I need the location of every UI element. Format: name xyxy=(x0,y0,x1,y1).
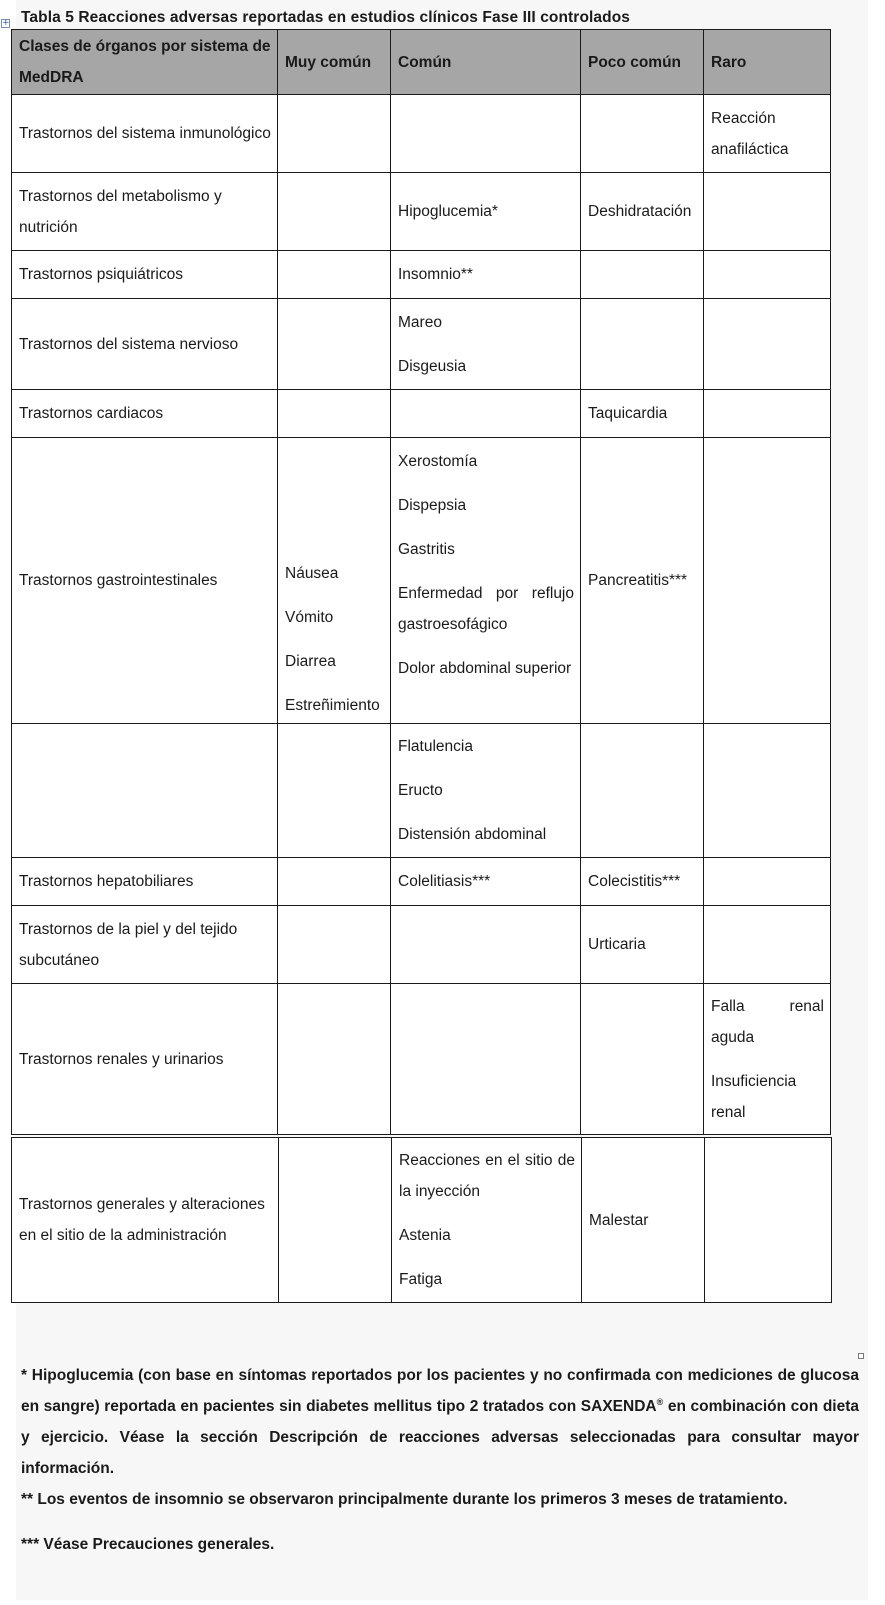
very-common-item: Estreñimiento xyxy=(285,697,380,714)
common-cell xyxy=(391,906,581,984)
table-row xyxy=(12,1138,832,1303)
rare-cell xyxy=(704,173,831,251)
uncommon-cell xyxy=(581,251,704,299)
organ-class-cell: Trastornos hepatobiliares xyxy=(12,858,278,906)
table-caption: Tabla 5 Reacciones adversas reportadas en estudios clínicos Fase III controlados xyxy=(21,9,630,26)
very-common-cell xyxy=(278,858,391,906)
common-cell xyxy=(391,299,581,390)
table-row xyxy=(12,173,831,251)
common-cell xyxy=(391,390,581,438)
common-cell xyxy=(392,1138,582,1303)
rare-cell xyxy=(704,858,831,906)
common-item: Fatiga xyxy=(399,1271,443,1288)
table-row xyxy=(12,858,831,906)
header-rare: Raro xyxy=(704,30,831,95)
rare-item: Insuficiencia renal xyxy=(711,1072,797,1121)
very-common-cell xyxy=(278,95,391,173)
uncommon-cell: Malestar xyxy=(582,1138,705,1303)
rare-cell: Reacción anafiláctica xyxy=(704,95,831,173)
organ-class-cell: Trastornos del metabolismo y nutrición xyxy=(12,173,278,251)
rare-item: Falla renal aguda xyxy=(711,997,824,1046)
common-item: Xerostomía xyxy=(398,453,478,470)
very-common-item: Vómito xyxy=(285,609,334,626)
table-row xyxy=(12,438,831,724)
uncommon-cell xyxy=(581,724,704,858)
header-organ-class: Clases de órganos por sistema de MedDRA xyxy=(12,30,278,95)
table-row xyxy=(12,251,831,299)
common-cell xyxy=(391,724,581,858)
organ-class-cell: Trastornos de la piel y del tejido subcutáneo xyxy=(12,906,278,984)
common-cell: Hipoglucemia* xyxy=(391,173,581,251)
adverse-reactions-table xyxy=(11,29,831,1135)
common-item: Dispepsia xyxy=(398,497,467,514)
uncommon-cell: Pancreatitis*** xyxy=(581,438,704,724)
common-cell: Colelitiasis*** xyxy=(391,858,581,906)
rare-cell xyxy=(704,724,831,858)
very-common-item: Náusea xyxy=(285,565,339,582)
organ-class-cell: Trastornos cardiacos xyxy=(12,390,278,438)
organ-class-cell: Trastornos del sistema nervioso xyxy=(12,299,278,390)
rare-cell xyxy=(704,390,831,438)
very-common-cell xyxy=(278,251,391,299)
common-item: Reacciones en el sitio de la inyección xyxy=(399,1152,575,1200)
common-item: Enfermedad por reflujo gastroesofágico xyxy=(398,585,574,633)
organ-class-cell: Trastornos psiquiátricos xyxy=(12,251,278,299)
footnote-hypoglycemia: * Hipoglucemia (con base en síntomas reportados por los pacientes y no confirmada con mediciones de glucosa en sangre) reportada en pacientes sin diabetes mellitus tipo 2 tratados con SAXENDA® en combinación con dieta y ejercicio. Véase la sección Descripción de reacciones adversas seleccionadas para consultar mayor información. xyxy=(21,1367,859,1477)
table-resize-handle-icon[interactable] xyxy=(858,1353,864,1359)
common-cell xyxy=(391,984,581,1135)
common-item: Astenia xyxy=(399,1227,451,1244)
uncommon-cell xyxy=(581,299,704,390)
rare-cell xyxy=(705,1138,832,1303)
common-cell xyxy=(391,95,581,173)
uncommon-cell xyxy=(581,95,704,173)
common-item: Eructo xyxy=(398,782,443,799)
very-common-cell xyxy=(279,1138,392,1303)
table-row xyxy=(12,95,831,173)
organ-class-cell xyxy=(12,724,278,858)
common-item: Gastritis xyxy=(398,541,455,558)
table-row xyxy=(12,390,831,438)
organ-class-cell: Trastornos renales y urinarios xyxy=(12,984,278,1135)
very-common-cell xyxy=(278,390,391,438)
common-item: Mareo xyxy=(398,313,442,331)
common-cell: Insomnio** xyxy=(391,251,581,299)
table-row xyxy=(12,984,831,1135)
rare-cell xyxy=(704,299,831,390)
header-common: Común xyxy=(391,30,581,95)
very-common-cell xyxy=(278,299,391,390)
very-common-cell xyxy=(278,724,391,858)
very-common-cell xyxy=(278,438,391,724)
organ-class-cell: Trastornos generales y alteraciones en el sitio de la administración xyxy=(12,1138,279,1303)
rare-cell xyxy=(704,906,831,984)
very-common-cell xyxy=(278,984,391,1135)
table-move-handle-icon[interactable]: + xyxy=(2,18,10,28)
uncommon-cell: Deshidratación xyxy=(581,173,704,251)
header-very-common: Muy común xyxy=(278,30,391,95)
uncommon-cell: Urticaria xyxy=(581,906,704,984)
rare-cell xyxy=(704,438,831,724)
table-row xyxy=(12,299,831,390)
organ-class-cell: Trastornos gastrointestinales xyxy=(12,438,278,724)
common-item: Distensión abdominal xyxy=(398,826,547,843)
uncommon-cell xyxy=(581,984,704,1135)
very-common-cell xyxy=(278,173,391,251)
common-item: Flatulencia xyxy=(398,738,473,755)
table-footnotes xyxy=(21,1360,859,1560)
adverse-reactions-table-continued xyxy=(11,1137,832,1303)
very-common-item: Diarrea xyxy=(285,653,336,670)
common-cell xyxy=(391,438,581,724)
footnote-insomnia: ** Los eventos de insomnio se observaron principalmente durante los primeros 3 meses de tratamiento. xyxy=(21,1491,788,1508)
uncommon-cell: Taquicardia xyxy=(581,390,704,438)
table-header-row xyxy=(12,30,831,95)
table-row xyxy=(12,906,831,984)
common-item: Dolor abdominal superior xyxy=(398,660,572,677)
rare-cell xyxy=(704,984,831,1135)
rare-cell xyxy=(704,251,831,299)
table-row xyxy=(12,724,831,858)
common-item: Disgeusia xyxy=(398,357,467,375)
uncommon-cell: Colecistitis*** xyxy=(581,858,704,906)
organ-class-cell: Trastornos del sistema inmunológico xyxy=(12,95,278,173)
footnote-precautions: *** Véase Precauciones generales. xyxy=(21,1536,275,1553)
very-common-cell xyxy=(278,906,391,984)
header-uncommon: Poco común xyxy=(581,30,704,95)
